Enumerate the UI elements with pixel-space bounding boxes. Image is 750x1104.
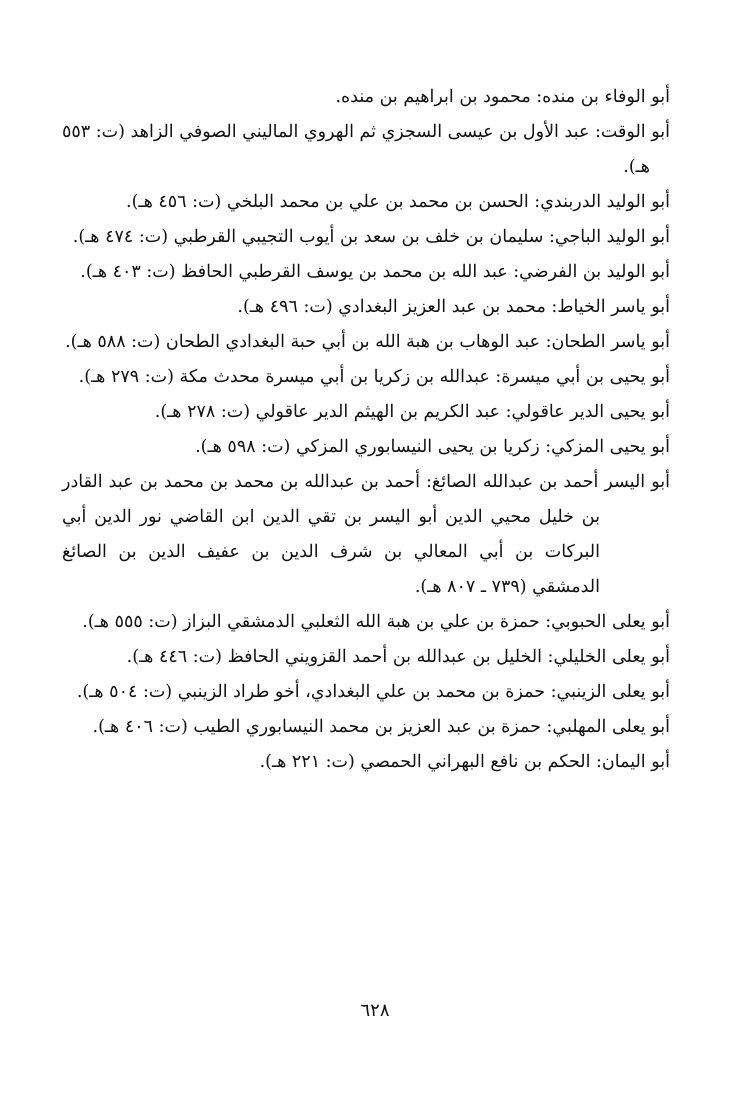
index-entry: أبو اليمان: الحكم بن نافع البهراني الحمصي (ت: ٢٢١ هـ). xyxy=(259,752,670,772)
index-entry: أبو الوقت: عبد الأول بن عيسى السجزي ثم الهروي الماليني الصوفي الزاهد (ت: ٥٥٣ هـ). xyxy=(62,122,670,177)
index-entry: أبو يعلى الحبوبي: حمزة بن علي بن هبة الله الثعلبي الدمشقي البزاز (ت: ٥٥٥ هـ). xyxy=(82,612,670,632)
index-entry: أبو الوليد بن الفرضي: عبد الله بن محمد بن يوسف القرطبي الحافظ (ت: ٤٠٣ هـ). xyxy=(80,262,670,282)
biographical-index-entries xyxy=(62,80,670,780)
index-entry: أبو الوليد الباجي: سليمان بن خلف بن سعد بن أيوب التجيبي القرطبي (ت: ٤٧٤ هـ). xyxy=(72,227,670,247)
index-entry: أبو يعلى المهلبي: حمزة بن عبد العزيز بن محمد النيسابوري الطيب (ت: ٤٠٦ هـ). xyxy=(92,717,670,737)
index-entry: أبو الوفاء بن منده: محمود بن ابراهيم بن منده. xyxy=(335,87,670,107)
index-entry: أبو يعلى الخليلي: الخليل بن عبدالله بن أحمد القزويني الحافظ (ت: ٤٤٦ هـ). xyxy=(126,647,670,667)
index-entry: أبو يحيى الدير عاقولي: عبد الكريم بن الهيثم الدير عاقولي (ت: ٢٧٨ هـ). xyxy=(154,402,670,422)
index-entry: أبو ياسر الطحان: عبد الوهاب بن هبة الله بن أبي حبة البغدادي الطحان (ت: ٥٨٨ هـ). xyxy=(65,332,670,352)
index-entry: أبو اليسر أحمد بن عبدالله الصائغ: أحمد بن عبدالله بن محمد بن محمد بن عبد القادر بن خليل محيي الدين أبو اليسر بن تقي الدين ابن القاضي نور الدين أبي البركات بن أبي المعالي بن شرف الدين بن عفيف الدين بن الصائغ الدمشقي (٧٣٩ ـ ٨٠٧ هـ). xyxy=(62,472,670,597)
index-entry: أبو ياسر الخياط: محمد بن عبد العزيز البغدادي (ت: ٤٩٦ هـ). xyxy=(237,297,670,317)
index-entry: أبو يحيى بن أبي ميسرة: عبدالله بن زكريا بن أبي ميسرة محدث مكة (ت: ٢٧٩ هـ). xyxy=(78,367,670,387)
index-entry: أبو الوليد الدربندي: الحسن بن محمد بن علي بن محمد البلخي (ت: ٤٥٦ هـ). xyxy=(126,192,670,212)
index-entry: أبو يحيى المزكي: زكريا بن يحيى النيسابوري المزكي (ت: ٥٩٨ هـ). xyxy=(195,437,670,457)
page-number: ٦٢٨ xyxy=(360,1000,390,1021)
index-entry: أبو يعلى الزينبي: حمزة بن محمد بن علي البغدادي، أخو طراد الزينبي (ت: ٥٠٤ هـ). xyxy=(76,682,670,702)
